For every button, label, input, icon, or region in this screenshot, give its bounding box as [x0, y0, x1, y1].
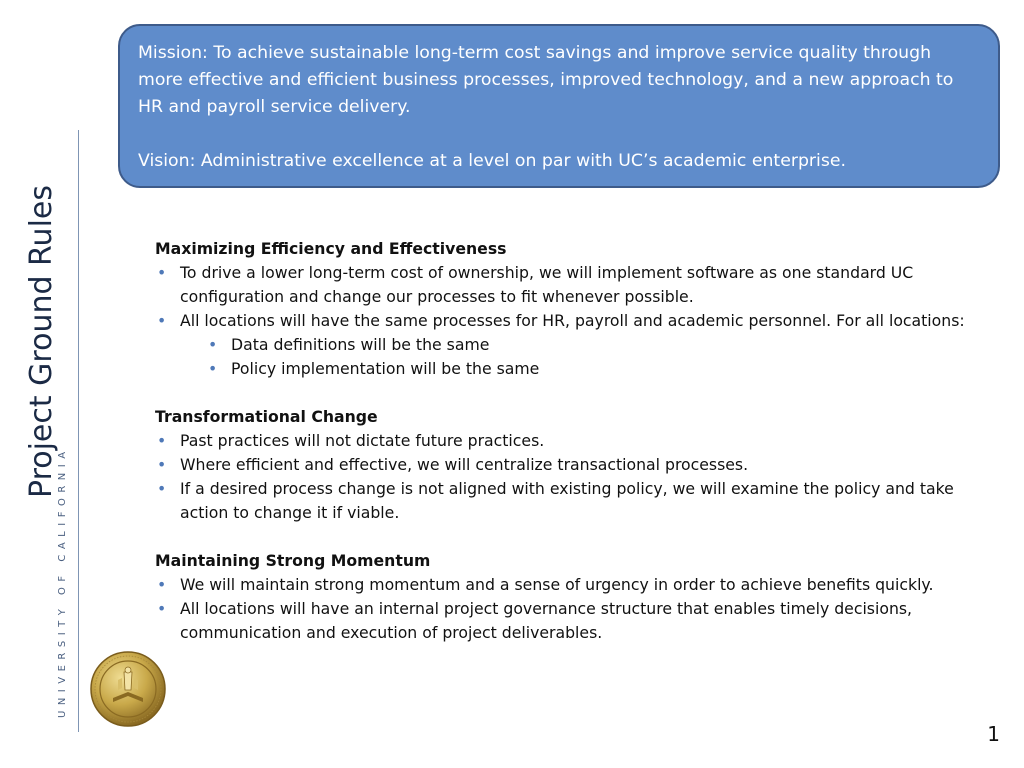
section-heading-momentum: Maintaining Strong Momentum: [155, 551, 431, 570]
list-item: • We will maintain strong momentum and a sense of urgency in order to achieve benefits quickly.: [155, 573, 995, 597]
list-item: • All locations will have an internal project governance structure that enables timely decisions, communication and execution of project deliverables.: [155, 597, 995, 645]
university-wordmark: UNIVERSITY OF CALIFORNIA: [57, 446, 68, 718]
list-item: • All locations will have the same processes for HR, payroll and academic personnel. For all locations:: [155, 309, 995, 333]
section-heading-efficiency: Maximizing Efficiency and Effectiveness: [155, 239, 507, 258]
page-number: 1: [987, 722, 1000, 746]
bullet-list-efficiency: [155, 261, 995, 333]
vision-statement: Vision: Administrative excellence at a level on par with UC’s academic enterprise.: [138, 151, 846, 171]
sub-list-item: • Data definitions will be the same: [206, 333, 995, 357]
sidebar-divider: [78, 130, 79, 732]
list-item: • Past practices will not dictate future practices.: [155, 429, 995, 453]
mission-vision-box: [118, 24, 1000, 188]
university-seal-icon: [88, 650, 168, 728]
sub-list-item: • Policy implementation will be the same: [206, 357, 995, 381]
section-heading-transformation: Transformational Change: [155, 407, 378, 426]
sub-bullet-list-efficiency: [155, 333, 995, 381]
mission-statement: Mission: To achieve sustainable long-term cost savings and improve service quality through more effective and efficient business processes, improved technology, and a new approach to HR and payroll service delivery.: [138, 43, 954, 117]
bullet-list-momentum: [155, 573, 995, 645]
slide-title: Project Ground Rules: [24, 185, 59, 498]
list-item: • If a desired process change is not aligned with existing policy, we will examine the policy and take action to change it if viable.: [155, 477, 995, 525]
bullet-list-transformation: [155, 429, 995, 525]
list-item: • To drive a lower long-term cost of ownership, we will implement software as one standard UC configuration and change our processes to fit whenever possible.: [155, 261, 995, 309]
list-item: • Where efficient and effective, we will centralize transactional processes.: [155, 453, 995, 477]
ground-rules-content: [155, 237, 995, 645]
